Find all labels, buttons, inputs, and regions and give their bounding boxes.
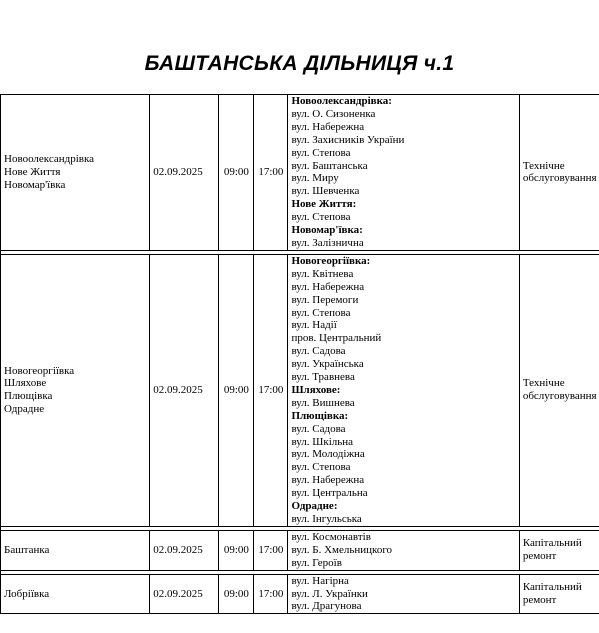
street-name: вул. Баштанська [291, 159, 368, 172]
date-cell: 02.09.2025 [150, 574, 219, 614]
work-type-text: обслуговування [522, 172, 597, 185]
street-name: вул. Космонавтів [291, 530, 371, 543]
work-type-cell [519, 254, 599, 526]
work-type-cell [519, 574, 599, 614]
date-cell: 02.09.2025 [150, 254, 219, 526]
date-cell: 02.09.2025 [150, 95, 219, 251]
end-time-cell: 17:00 [254, 95, 288, 251]
street-name: вул. Шевченка [291, 185, 360, 198]
settlements-cell [1, 530, 150, 570]
street-name: вул. Квітнева [291, 267, 354, 280]
table-row [1, 95, 599, 251]
end-time-cell: 17:00 [254, 254, 288, 526]
date-cell: 02.09.2025 [150, 530, 219, 570]
settlement-name: Одрадне [4, 403, 45, 416]
street-name: вул. Перемоги [291, 293, 359, 306]
street-name: вул. Садова [291, 422, 346, 435]
settlement-heading: Плющівка: [291, 409, 349, 422]
street-name: пров. Центральний [291, 332, 382, 345]
street-name: вул. Захисників України [291, 133, 405, 146]
work-type-cell [519, 530, 599, 570]
street-name: вул. Центральна [291, 487, 368, 500]
street-name: вул. Степова [291, 146, 351, 159]
street-name: вул. Садова [291, 345, 346, 358]
table-row [1, 574, 599, 614]
settlement-name: Лобріївка [4, 587, 50, 600]
start-time-cell: 09:00 [219, 254, 254, 526]
street-name: вул. Нагірна [291, 574, 349, 587]
street-name: вул. Набережна [291, 120, 365, 133]
street-name: вул. Шкільна [291, 435, 354, 448]
street-name: вул. Українська [291, 358, 364, 371]
settlement-heading: Одрадне: [291, 500, 338, 513]
settlement-heading: Новогеоргіївка: [291, 254, 371, 267]
start-time-cell: 09:00 [219, 574, 254, 614]
settlement-heading: Новоолександрівка: [291, 95, 392, 107]
start-time-cell: 09:00 [219, 530, 254, 570]
schedule-body [1, 95, 599, 614]
settlement-heading: Шляхове: [291, 383, 341, 396]
work-type-text: Технічне [522, 159, 565, 172]
street-name: вул. Вишнева [291, 396, 355, 409]
streets-cell [288, 95, 519, 251]
streets-cell [288, 530, 519, 570]
street-name: вул. Л. Українки [291, 587, 368, 600]
work-type-text: обслуговування [522, 390, 597, 403]
settlement-name: Шляхове [4, 377, 47, 390]
street-name: вул. Драгунова [291, 600, 362, 613]
street-name: вул. Степова [291, 461, 351, 474]
street-name: вул. О. Сизоненка [291, 107, 376, 120]
end-time-cell: 17:00 [254, 530, 288, 570]
work-type-cell [519, 95, 599, 251]
street-name: вул. Травнева [291, 371, 355, 384]
settlement-name: Новогеоргіївка [4, 364, 75, 377]
settlement-name: Плющівка [4, 390, 53, 403]
table-row [1, 254, 599, 526]
settlements-cell [1, 95, 150, 251]
street-name: вул. Надії [291, 319, 337, 332]
outage-schedule-table [0, 94, 599, 614]
settlements-cell [1, 574, 150, 614]
street-name: вул. Молодіжна [291, 448, 365, 461]
street-name: вул. Миру [291, 172, 339, 185]
settlement-name: Новомар'ївка [4, 178, 66, 191]
street-name: вул. Залізнична [291, 236, 364, 249]
street-name: вул. Степова [291, 306, 351, 319]
street-name: вул. Б. Хмельницкого [291, 543, 393, 556]
work-type-text: Капітальний [522, 581, 582, 594]
end-time-cell: 17:00 [254, 574, 288, 614]
work-type-text: Технічне [522, 377, 565, 390]
table-row [1, 530, 599, 570]
streets-cell [288, 254, 519, 526]
document-title: БАШТАНСЬКА ДІЛЬНИЦЯ ч.1 [144, 52, 455, 75]
street-name: вул. Набережна [291, 280, 365, 293]
settlement-heading: Нове Життя: [291, 198, 357, 211]
street-name: вул. Набережна [291, 474, 365, 487]
street-name: вул. Героїв [291, 556, 342, 569]
start-time-cell: 09:00 [219, 95, 254, 251]
settlement-name: Новоолександрівка [4, 153, 95, 166]
work-type-text: ремонт [522, 593, 557, 606]
street-name: вул. Інгульська [291, 513, 362, 525]
work-type-text: Капітальний [522, 537, 582, 550]
settlement-heading: Новомар'ївка: [291, 224, 363, 237]
work-type-text: ремонт [522, 550, 557, 563]
settlements-cell [1, 254, 150, 526]
settlement-name: Нове Життя [4, 165, 61, 178]
street-name: вул. Степова [291, 211, 351, 224]
streets-cell [288, 574, 519, 614]
settlement-name: Баштанка [4, 543, 50, 556]
